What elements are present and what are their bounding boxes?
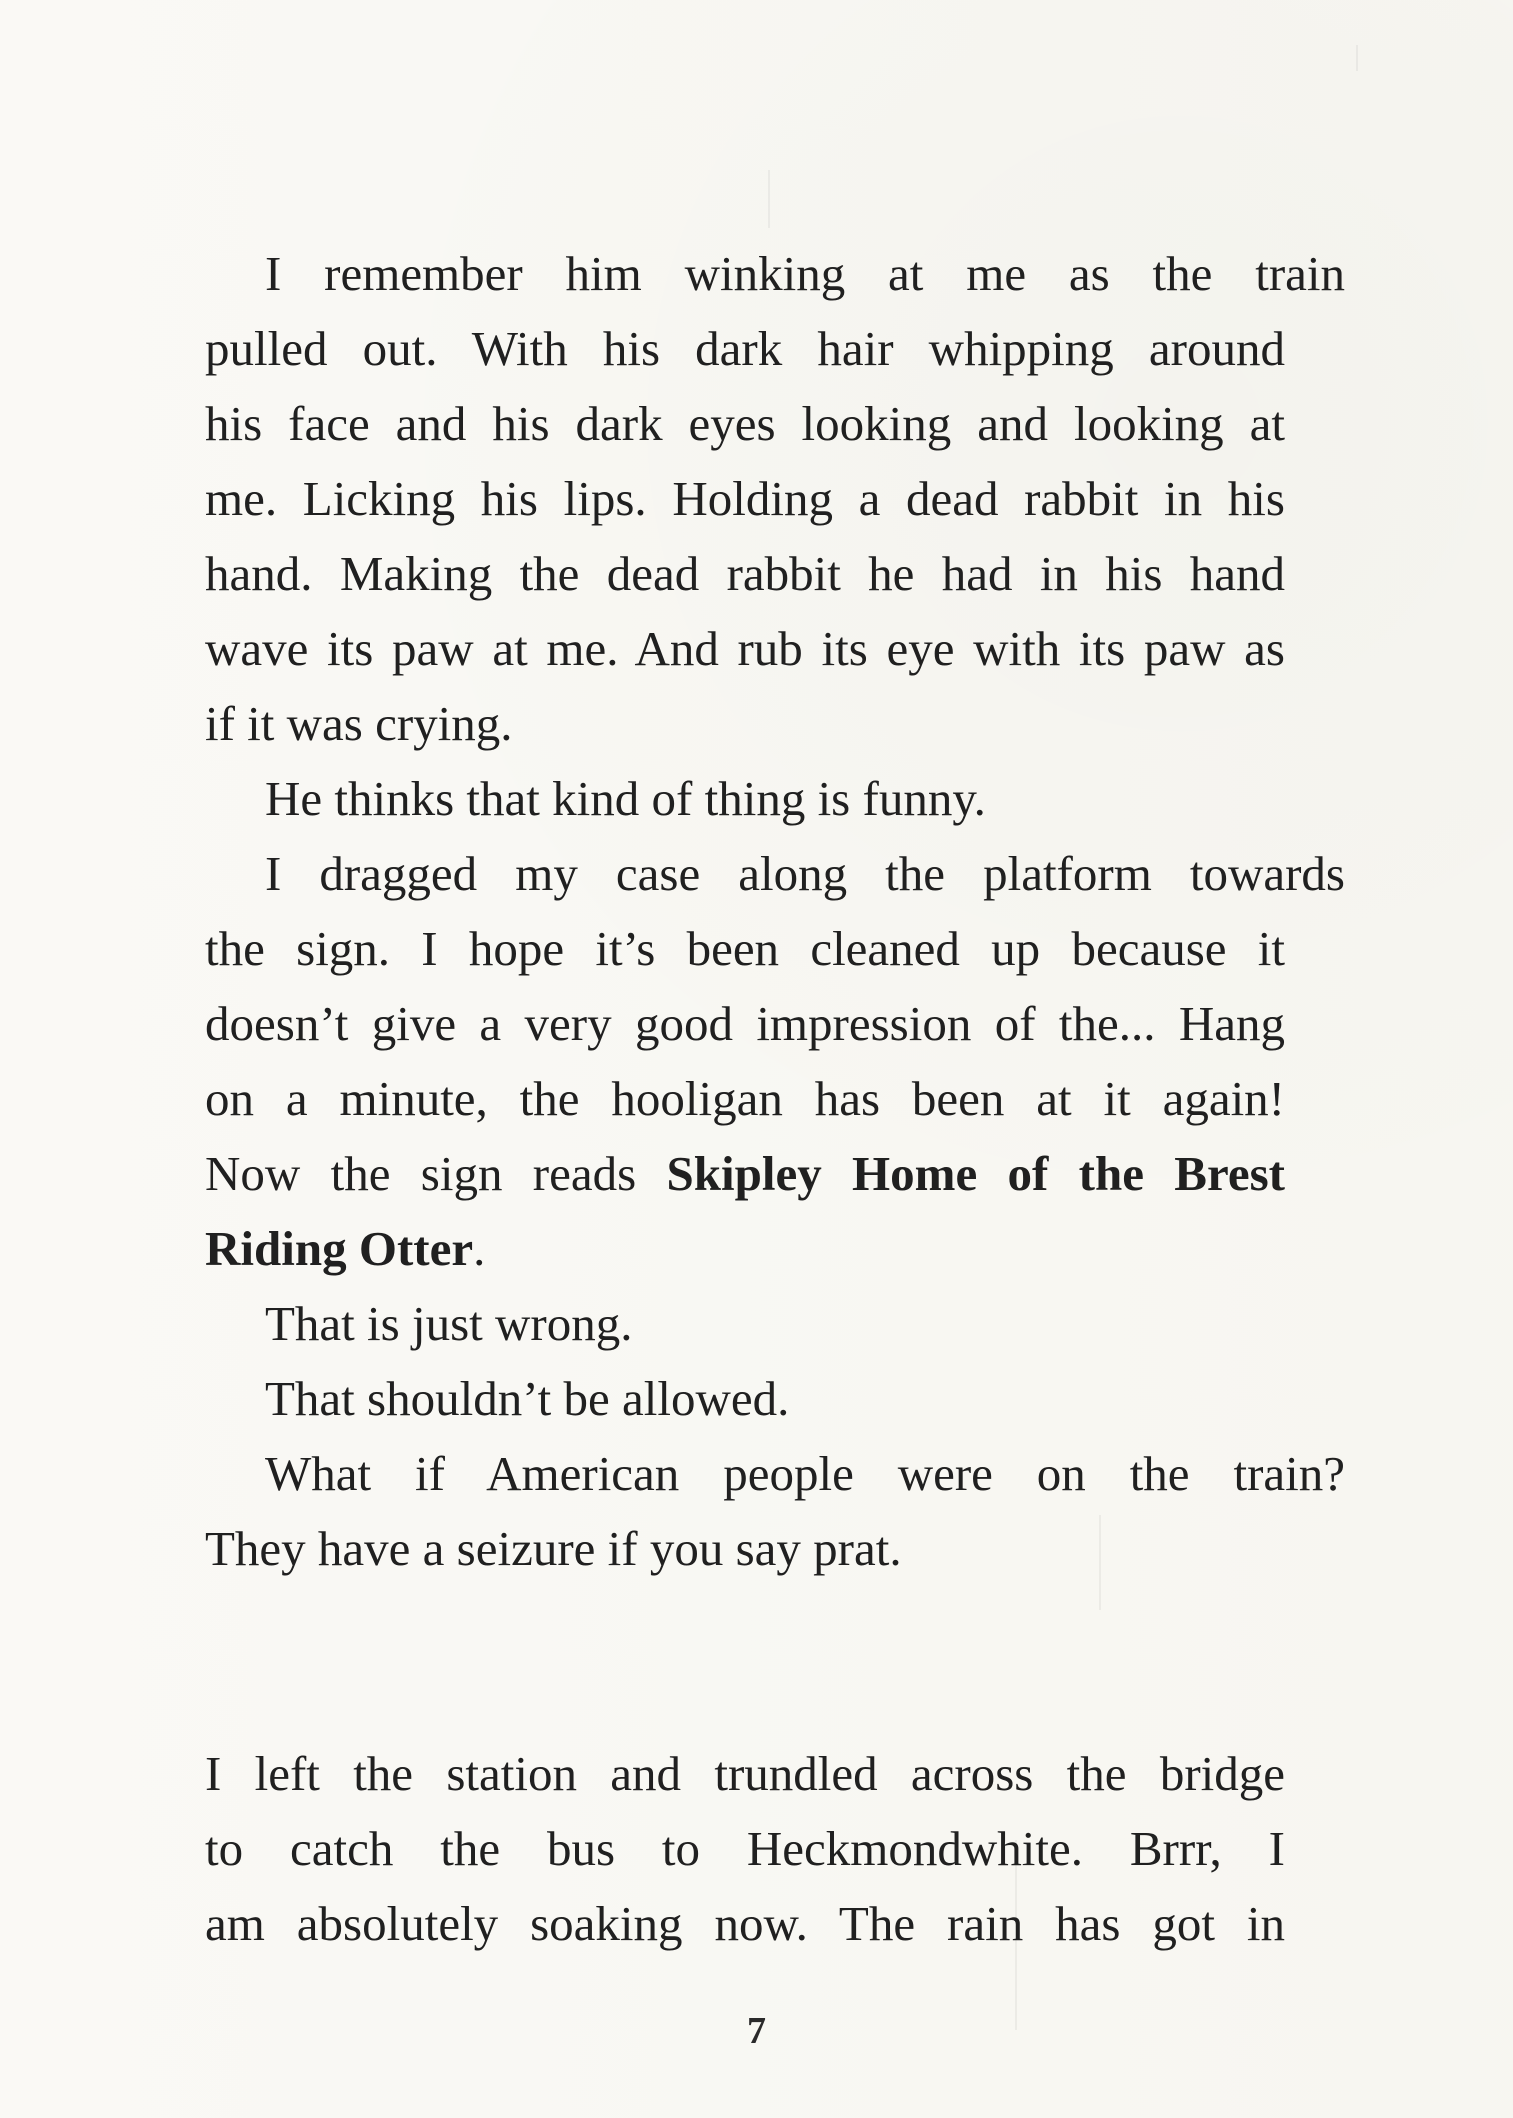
text-line: the sign. I hope it’s been cleaned up because it xyxy=(205,921,1285,976)
scan-mark-right xyxy=(1356,45,1358,71)
text-line-with-sign xyxy=(205,1136,1285,1211)
text-line: I remember him winking at me as the train xyxy=(265,246,1345,301)
text-line: What if American people were on the train? xyxy=(265,1446,1345,1501)
scan-mark-top xyxy=(768,170,770,228)
text-line: doesn’t give a very good impression of the... Hang xyxy=(205,996,1285,1051)
text-line: I left the station and trundled across the bridge xyxy=(205,1746,1285,1801)
section-break xyxy=(205,1586,1285,1736)
text-line: his face and his dark eyes looking and looking at xyxy=(205,396,1285,451)
sign-text: Riding Otter xyxy=(205,1221,474,1276)
text-fragment: . xyxy=(473,1221,486,1276)
text-line: They have a seizure if you say prat. xyxy=(205,1521,902,1576)
text-line: That is just wrong. xyxy=(265,1296,633,1351)
text-line: I dragged my case along the platform towards xyxy=(265,846,1345,901)
sign-text: Skipley Home of the Brest xyxy=(666,1146,1285,1201)
text-fragment: Now the sign reads xyxy=(205,1146,667,1201)
text-line: pulled out. With his dark hair whipping around xyxy=(205,321,1285,376)
text-line: wave its paw at me. And rub its eye with its paw as xyxy=(205,621,1285,676)
text-line: on a minute, the hooligan has been at it again! xyxy=(205,1071,1285,1126)
text-line-with-sign xyxy=(205,1211,1285,1286)
body-text xyxy=(205,236,1345,1961)
text-line: He thinks that kind of thing is funny. xyxy=(265,771,986,826)
text-line: hand. Making the dead rabbit he had in his hand xyxy=(205,546,1285,601)
text-line: if it was crying. xyxy=(205,696,513,751)
text-line: That shouldn’t be allowed. xyxy=(265,1371,790,1426)
text-line: to catch the bus to Heckmondwhite. Brrr, I xyxy=(205,1821,1285,1876)
page-number: 7 xyxy=(747,2010,766,2052)
text-line: me. Licking his lips. Holding a dead rabbit in his xyxy=(205,471,1285,526)
text-line: am absolutely soaking now. The rain has got in xyxy=(205,1896,1285,1951)
